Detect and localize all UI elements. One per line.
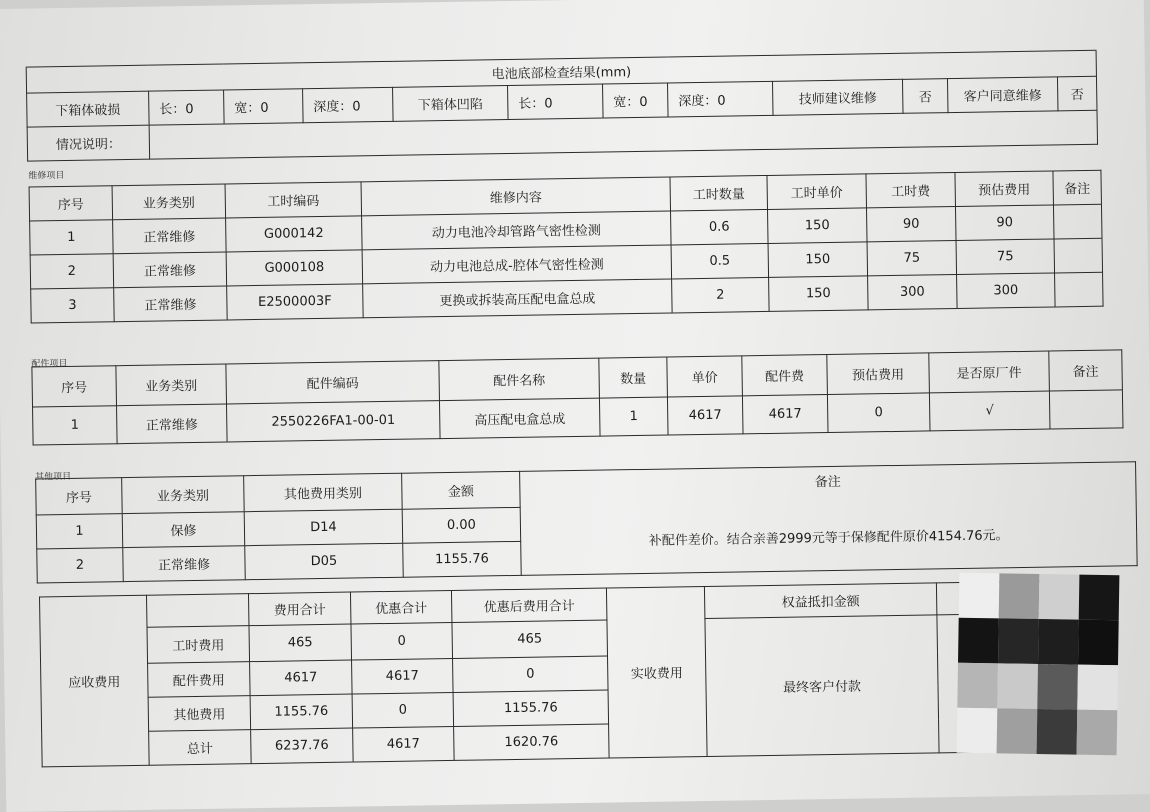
table-cell: 1 xyxy=(30,220,114,255)
table-cell: 正常维修 xyxy=(113,252,227,288)
damage-width: 宽：0 xyxy=(224,88,304,123)
table-cell: 465 xyxy=(249,624,352,662)
table-cell: G000108 xyxy=(226,250,363,286)
other-header: 业务类别 xyxy=(122,476,245,514)
mosaic-block xyxy=(997,708,1038,754)
deduct-amount-label: 权益抵扣金额 xyxy=(704,583,936,619)
mosaic-block xyxy=(1038,619,1079,665)
labor-header: 工时费 xyxy=(866,173,956,208)
table-cell: 0 xyxy=(351,622,453,660)
labor-header: 工时编码 xyxy=(225,182,362,218)
parts-header: 序号 xyxy=(32,366,117,407)
table-cell: 1 xyxy=(599,397,668,436)
summary-corner xyxy=(146,594,248,628)
other-header: 其他费用类别 xyxy=(244,473,403,511)
labor-table xyxy=(29,170,1104,324)
parts-header: 配件编码 xyxy=(226,361,440,404)
other-header: 备注 xyxy=(520,462,1136,508)
tech-recommend-label: 技师建议维修 xyxy=(772,79,903,115)
table-cell: 90 xyxy=(866,206,956,241)
table-cell: 2 xyxy=(30,254,114,289)
table-cell: 0.6 xyxy=(671,209,769,245)
damage-depth: 深度：0 xyxy=(303,87,394,122)
table-cell: 正常维修 xyxy=(113,218,227,254)
table-cell xyxy=(1053,204,1102,239)
situation-note-label: 情况说明： xyxy=(27,125,150,161)
dent-length: 长：0 xyxy=(508,84,604,119)
table-cell: 90 xyxy=(955,205,1054,241)
parts-header: 单价 xyxy=(667,356,743,397)
table-cell: 150 xyxy=(768,242,868,278)
parts-header: 备注 xyxy=(1049,350,1123,391)
parts-header: 业务类别 xyxy=(116,364,227,406)
table-cell: D14 xyxy=(244,509,403,545)
mosaic-block xyxy=(1077,665,1118,711)
battery-inspection-table xyxy=(25,14,1098,161)
table-cell: 1155.76 xyxy=(403,541,522,577)
table-cell: 300 xyxy=(957,273,1056,309)
table-cell: 1 xyxy=(33,406,118,445)
table-cell: 1155.76 xyxy=(453,690,609,726)
table-cell: 4617 xyxy=(742,395,828,434)
table-cell: 2550226FA1-00-01 xyxy=(226,401,440,442)
table-cell: 正常维修 xyxy=(117,404,228,444)
summary-header: 费用合计 xyxy=(248,592,350,626)
table-cell xyxy=(1055,272,1104,307)
table-cell: 4617 xyxy=(353,726,455,762)
mosaic-block xyxy=(959,573,1000,619)
table-cell: 配件费用 xyxy=(148,662,251,698)
table-cell: 总计 xyxy=(149,730,252,766)
labor-header: 工时数量 xyxy=(670,175,768,211)
table-cell: 300 xyxy=(868,274,958,309)
other-section-label: 其他项目 xyxy=(35,471,72,483)
customer-agree-value: 否 xyxy=(1057,76,1097,111)
parts-header: 配件名称 xyxy=(439,358,600,401)
table-cell: 0.00 xyxy=(402,507,521,543)
final-payment-label: 最终客户付款 xyxy=(705,615,939,757)
labor-header: 业务类别 xyxy=(112,184,226,220)
labor-header: 维修内容 xyxy=(361,177,670,216)
table-cell: 4617 xyxy=(667,396,743,435)
other-items-table xyxy=(35,461,1138,583)
table-cell: 4617 xyxy=(352,658,454,694)
table-cell: 75 xyxy=(867,240,957,275)
table-cell: 保修 xyxy=(122,512,245,548)
mosaic-block xyxy=(1079,575,1120,621)
parts-section-label: 配件项目 xyxy=(31,358,68,370)
mosaic-block xyxy=(997,663,1038,709)
dent-depth: 深度：0 xyxy=(668,81,774,117)
mosaic-block xyxy=(1037,709,1078,755)
labor-header: 序号 xyxy=(29,186,113,221)
table-cell: E2500003F xyxy=(227,284,364,320)
table-cell xyxy=(1049,390,1123,429)
mosaic-block xyxy=(957,708,998,754)
redaction-mosaic xyxy=(957,573,1120,755)
table-cell: D05 xyxy=(245,543,404,579)
table-cell: 1155.76 xyxy=(250,694,353,730)
table-cell: 0 xyxy=(352,692,454,728)
battery-inspection-title: 电池底部检查结果(mm) xyxy=(26,50,1096,93)
table-cell: 正常维修 xyxy=(114,286,228,322)
receivable-fee-label: 应收费用 xyxy=(40,595,150,767)
table-cell: 1 xyxy=(36,514,123,549)
table-cell: √ xyxy=(929,391,1050,431)
table-cell: 工时费用 xyxy=(147,626,250,664)
parts-header: 预估费用 xyxy=(827,353,930,395)
labor-header: 备注 xyxy=(1053,170,1102,205)
table-cell: G000142 xyxy=(226,216,363,252)
mosaic-block xyxy=(1078,620,1119,666)
damage-length: 长：0 xyxy=(149,89,225,124)
dent-width: 宽：0 xyxy=(603,83,669,118)
table-cell: 1620.76 xyxy=(454,724,610,760)
table-cell: 2 xyxy=(672,277,770,313)
table-cell: 动力电池冷却管路气密性检测 xyxy=(362,211,671,250)
table-cell: 正常维修 xyxy=(123,546,246,582)
parts-table xyxy=(31,349,1123,445)
other-header: 序号 xyxy=(36,478,123,515)
actual-fee-label: 实收费用 xyxy=(606,586,707,758)
table-cell: 465 xyxy=(452,620,608,658)
labor-header: 工时单价 xyxy=(767,174,867,210)
mosaic-block xyxy=(1077,710,1118,756)
mosaic-block xyxy=(1037,664,1078,710)
table-cell: 2 xyxy=(37,548,124,583)
parts-header: 数量 xyxy=(599,357,668,398)
table-cell: 75 xyxy=(956,239,1055,275)
table-cell: 150 xyxy=(768,208,868,244)
mosaic-block xyxy=(957,663,998,709)
tech-recommend-value: 否 xyxy=(902,78,948,113)
mosaic-block xyxy=(999,573,1040,619)
table-cell: 更换或拆装高压配电盒总成 xyxy=(363,279,672,318)
table-cell: 0 xyxy=(453,656,609,692)
lower-box-dent-label: 下箱体凹陷 xyxy=(393,85,509,121)
mosaic-block xyxy=(1039,574,1080,620)
table-cell: 其他费用 xyxy=(148,696,251,732)
table-cell: 3 xyxy=(31,288,115,323)
labor-header: 预估费用 xyxy=(955,171,1054,207)
parts-header: 配件费 xyxy=(742,355,828,396)
table-cell: 0.5 xyxy=(671,243,769,279)
mosaic-block xyxy=(958,618,999,664)
parts-header: 是否原厂件 xyxy=(929,351,1050,393)
table-cell: 动力电池总成-腔体气密性检测 xyxy=(362,245,671,284)
other-header: 金额 xyxy=(402,471,521,509)
lower-box-damage-label: 下箱体破损 xyxy=(27,91,150,127)
mosaic-block xyxy=(998,618,1039,664)
summary-header: 优惠合计 xyxy=(350,590,451,624)
table-cell: 6237.76 xyxy=(251,728,354,764)
labor-section-label: 维修项目 xyxy=(28,170,65,182)
other-remark: 补配件差价。结合亲善2999元等于保修配件原价4154.76元。 xyxy=(520,498,1137,576)
table-cell: 4617 xyxy=(250,660,353,696)
table-cell: 150 xyxy=(769,276,869,312)
table-cell: 0 xyxy=(827,393,930,433)
table-cell xyxy=(1054,238,1103,273)
table-cell: 高压配电盒总成 xyxy=(439,398,600,439)
summary-header: 优惠后费用合计 xyxy=(451,588,606,622)
customer-agree-label: 客户同意维修 xyxy=(947,76,1058,112)
